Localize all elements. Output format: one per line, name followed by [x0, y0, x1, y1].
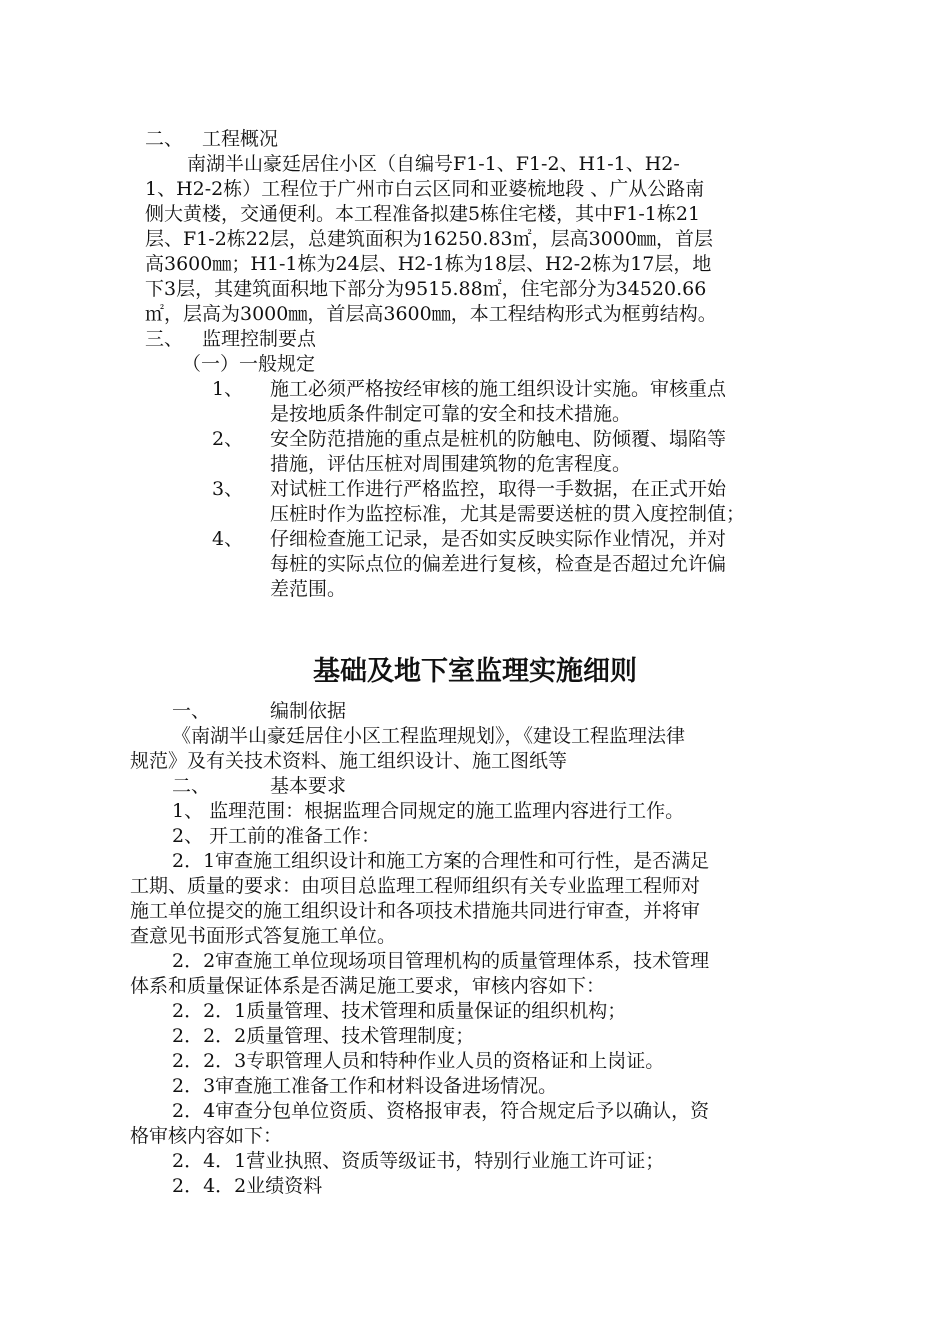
part2-text-line: 2．2．2质量管理、技术管理制度；: [172, 1025, 475, 1047]
list-item-text: 施工必须严格按经审核的施工组织设计实施。审核重点: [270, 378, 727, 400]
part2-text-line: 2．3审查施工准备工作和材料设备进场情况。: [172, 1075, 558, 1097]
part2-text-line: 2．2．3专职管理人员和特种作业人员的资格证和上岗证。: [172, 1050, 665, 1072]
part1-text-line: 规范》及有关技术资料、施工组织设计、施工图纸等: [130, 750, 568, 772]
section2-number: 二、: [145, 128, 184, 150]
part2-text-line: 1、 监理范围：根据监理合同规定的施工监理内容进行工作。: [172, 800, 685, 822]
part1-heading: 编制依据: [270, 700, 347, 722]
section3-heading: 监理控制要点: [202, 328, 317, 350]
list-item-number: 4、: [212, 528, 244, 550]
list-item-number: 3、: [212, 478, 244, 500]
part2-text-line: 工期、质量的要求：由项目总监理工程师组织有关专业监理工程师对: [130, 875, 701, 897]
list-item-text: 仔细检查施工记录，是否如实反映实际作业情况，并对: [270, 528, 727, 550]
part2-number: 二、: [172, 775, 211, 797]
section3-number: 三、: [145, 328, 184, 350]
section2-text-line: 高3600㎜；H1-1栋为24层、H2-1栋为18层、H2-2栋为17层，地: [145, 253, 712, 275]
list-item-text: 对试桩工作进行严格监控，取得一手数据，在正式开始: [270, 478, 727, 500]
section2-text-line: 下3层，其建筑面积地下部分为9515.88㎡，住宅部分为34520.66: [145, 278, 707, 300]
part1-text-line: 《南湖半山豪廷居住小区工程监理规划》，《建设工程监理法律: [172, 725, 686, 747]
part2-text-line: 2．1审查施工组织设计和施工方案的合理性和可行性，是否满足: [172, 850, 710, 872]
document-title: 基础及地下室监理实施细则: [313, 656, 637, 687]
section2-heading: 工程概况: [202, 128, 279, 150]
part2-text-line: 2．4．1营业执照、资质等级证书，特别行业施工许可证；: [172, 1150, 665, 1172]
part2-text-line: 2．4审查分包单位资质、资格报审表，符合规定后予以确认，资: [172, 1100, 710, 1122]
list-item-text: 差范围。: [270, 578, 347, 600]
section2-text-line: ㎡，层高为3000㎜，首层高3600㎜，本工程结构形式为框剪结构。: [145, 303, 717, 325]
part2-text-line: 格审核内容如下：: [130, 1125, 283, 1147]
list-item-text: 安全防范措施的重点是桩机的防触电、防倾覆、塌陷等: [270, 428, 727, 450]
part1-number: 一、: [172, 700, 211, 722]
section2-text-line: 层、F1-2栋22层，总建筑面积为16250.83㎡，层高3000㎜，首层: [145, 228, 713, 250]
part2-text-line: 2．4．2业绩资料: [172, 1175, 323, 1197]
part2-text-line: 2．2．1质量管理、技术管理和质量保证的组织机构；: [172, 1000, 627, 1022]
list-item-text: 每桩的实际点位的偏差进行复核，检查是否超过允许偏: [270, 553, 727, 575]
part2-heading: 基本要求: [270, 775, 347, 797]
part2-text-line: 2．2审查施工单位现场项目管理机构的质量管理体系，技术管理: [172, 950, 710, 972]
list-item-text: 措施，评估压桩对周围建筑物的危害程度。: [270, 453, 632, 475]
section2-text-line: 1、H2-2栋）工程位于广州市白云区同和亚婆梳地段 、广从公路南: [145, 178, 705, 200]
list-item-text: 是按地质条件制定可靠的安全和技术措施。: [270, 403, 632, 425]
part2-text-line: 2、 开工前的准备工作：: [172, 825, 381, 847]
list-item-number: 1、: [212, 378, 244, 400]
section2-text-line: 侧大黄楼，交通便利。本工程准备拟建5栋住宅楼，其中F1-1栋21: [145, 203, 701, 225]
part2-text-line: 施工单位提交的施工组织设计和各项技术措施共同进行审查，并将审: [130, 900, 701, 922]
list-item-text: 压桩时作为监控标准，尤其是需要送桩的贯入度控制值；: [270, 503, 746, 525]
part2-text-line: 体系和质量保证体系是否满足施工要求，审核内容如下：: [130, 975, 606, 997]
part2-text-line: 查意见书面形式答复施工单位。: [130, 925, 397, 947]
section3-subheading: （一）一般规定: [182, 353, 316, 375]
section2-text-line: 南湖半山豪廷居住小区（自编号F1-1、F1-2、H1-1、H2-: [187, 153, 680, 175]
list-item-number: 2、: [212, 428, 244, 450]
